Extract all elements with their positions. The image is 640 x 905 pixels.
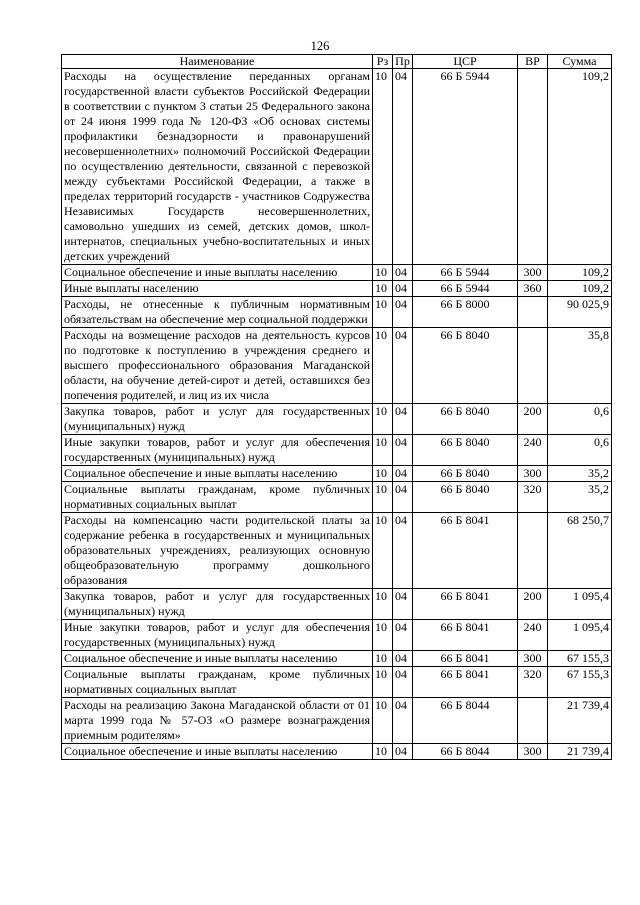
cell-sum: 109,2 [548,281,612,297]
column-header-sum: Сумма [548,55,612,69]
table-row [62,435,612,466]
table-header-row [62,55,612,69]
cell-rz: 10 [373,482,393,513]
cell-rz: 10 [373,620,393,651]
cell-vr: 200 [518,589,548,620]
cell-sum: 0,6 [548,435,612,466]
table-body [62,69,612,760]
cell-sum: 1 095,4 [548,589,612,620]
cell-pr: 04 [393,589,413,620]
cell-csr: 66 Б 8044 [413,698,518,744]
table-row [62,744,612,760]
cell-sum: 35,8 [548,328,612,404]
cell-rz: 10 [373,667,393,698]
cell-pr: 04 [393,620,413,651]
cell-csr: 66 Б 8000 [413,297,518,328]
cell-name: Иные закупки товаров, работ и услуг для обеспечения государственных (муниципальных) нужд [62,435,373,466]
cell-sum: 35,2 [548,466,612,482]
table-row [62,466,612,482]
cell-name: Расходы, не отнесенные к публичным нормативным обязательствам на обеспечение мер социальной поддержки [62,297,373,328]
cell-vr [518,698,548,744]
cell-name: Социальное обеспечение и иные выплаты населению [62,744,373,760]
cell-csr: 66 Б 8040 [413,404,518,435]
cell-rz: 10 [373,328,393,404]
cell-csr: 66 Б 8040 [413,328,518,404]
table-row [62,698,612,744]
cell-pr: 04 [393,482,413,513]
cell-pr: 04 [393,744,413,760]
cell-pr: 04 [393,404,413,435]
cell-name: Иные выплаты населению [62,281,373,297]
cell-name: Иные закупки товаров, работ и услуг для обеспечения государственных (муниципальных) нужд [62,620,373,651]
cell-sum: 21 739,4 [548,698,612,744]
cell-rz: 10 [373,435,393,466]
table-row [62,513,612,589]
cell-vr: 240 [518,435,548,466]
cell-sum: 109,2 [548,265,612,281]
cell-name: Социальное обеспечение и иные выплаты населению [62,265,373,281]
cell-vr [518,297,548,328]
table-row [62,265,612,281]
cell-name: Закупка товаров, работ и услуг для государственных (муниципальных) нужд [62,404,373,435]
table-row [62,69,612,265]
cell-csr: 66 Б 8041 [413,667,518,698]
cell-pr: 04 [393,265,413,281]
cell-vr: 300 [518,744,548,760]
cell-rz: 10 [373,281,393,297]
cell-pr: 04 [393,328,413,404]
cell-pr: 04 [393,667,413,698]
table-row [62,328,612,404]
cell-sum: 21 739,4 [548,744,612,760]
cell-rz: 10 [373,744,393,760]
table-row [62,651,612,667]
cell-csr: 66 Б 8041 [413,513,518,589]
cell-name: Расходы на осуществление переданных органам государственной власти субъектов Российской Федерации в соответствии с пунктом 3 статьи 25 Федерального закона от 24 июня 1999 года № 120-ФЗ «Об основах системы профилактики безнадзорности и правонарушений несовершеннолетних» полномочий Российской Федерации по осуществлению деятельности, связанной с перевозкой между субъектами Российской Федерации, а также в пределах территорий государств - участников Содружества Независимых Государств несовершеннолетних, самовольно ушедших из семей, детских домов, школ-интернатов, специальных учебно-воспитательных и иных детских учреждений [62,69,373,265]
table-row [62,297,612,328]
page-number: 126 [310,39,330,53]
cell-pr: 04 [393,513,413,589]
cell-name: Закупка товаров, работ и услуг для государственных (муниципальных) нужд [62,589,373,620]
cell-sum: 67 155,3 [548,667,612,698]
cell-sum: 68 250,7 [548,513,612,589]
cell-sum: 90 025,9 [548,297,612,328]
cell-rz: 10 [373,297,393,328]
cell-rz: 10 [373,513,393,589]
cell-vr: 200 [518,404,548,435]
cell-vr: 320 [518,667,548,698]
cell-name: Расходы на компенсацию части родительской платы за содержание ребенка в государственных и муниципальных образовательных учреждениях, реализующих основную общеобразовательную программу дошкольного образования [62,513,373,589]
cell-rz: 10 [373,466,393,482]
cell-name: Социальное обеспечение и иные выплаты населению [62,651,373,667]
cell-vr: 300 [518,651,548,667]
cell-vr [518,69,548,265]
cell-pr: 04 [393,281,413,297]
cell-csr: 66 Б 8040 [413,466,518,482]
cell-vr: 300 [518,466,548,482]
column-header-name: Наименование [62,55,373,69]
cell-name: Расходы на возмещение расходов на деятельность курсов по подготовке к поступлению в учреждения среднего и высшего профессионального образования Магаданской области, на обучение детей-сирот и детей, оставшихся без попечения родителей, и лиц из их числа [62,328,373,404]
cell-sum: 109,2 [548,69,612,265]
cell-csr: 66 Б 8040 [413,482,518,513]
cell-rz: 10 [373,404,393,435]
table-row [62,404,612,435]
cell-vr: 320 [518,482,548,513]
cell-vr [518,513,548,589]
column-header-csr: ЦСР [413,55,518,69]
cell-rz: 10 [373,698,393,744]
table-row [62,281,612,297]
table-row [62,482,612,513]
cell-vr: 240 [518,620,548,651]
cell-sum: 1 095,4 [548,620,612,651]
cell-csr: 66 Б 8041 [413,589,518,620]
cell-sum: 67 155,3 [548,651,612,667]
cell-vr [518,328,548,404]
cell-pr: 04 [393,297,413,328]
cell-csr: 66 Б 5944 [413,265,518,281]
cell-csr: 66 Б 8044 [413,744,518,760]
cell-name: Социальные выплаты гражданам, кроме публичных нормативных социальных выплат [62,482,373,513]
budget-table [61,54,612,760]
cell-rz: 10 [373,589,393,620]
cell-vr: 300 [518,265,548,281]
column-header-pr: Пр [393,55,413,69]
table-row [62,620,612,651]
cell-pr: 04 [393,69,413,265]
cell-rz: 10 [373,69,393,265]
cell-name: Социальное обеспечение и иные выплаты населению [62,466,373,482]
cell-csr: 66 Б 8041 [413,651,518,667]
cell-name: Расходы на реализацию Закона Магаданской области от 01 марта 1999 года № 57-ОЗ «О размере вознаграждения приемным родителям» [62,698,373,744]
cell-csr: 66 Б 5944 [413,281,518,297]
cell-rz: 10 [373,265,393,281]
cell-pr: 04 [393,651,413,667]
table-row [62,667,612,698]
cell-csr: 66 Б 5944 [413,69,518,265]
cell-rz: 10 [373,651,393,667]
column-header-vr: ВР [518,55,548,69]
cell-name: Социальные выплаты гражданам, кроме публичных нормативных социальных выплат [62,667,373,698]
cell-pr: 04 [393,698,413,744]
cell-pr: 04 [393,435,413,466]
cell-csr: 66 Б 8041 [413,620,518,651]
cell-csr: 66 Б 8040 [413,435,518,466]
column-header-rz: Рз [373,55,393,69]
cell-sum: 0,6 [548,404,612,435]
cell-pr: 04 [393,466,413,482]
cell-sum: 35,2 [548,482,612,513]
cell-vr: 360 [518,281,548,297]
table-row [62,589,612,620]
